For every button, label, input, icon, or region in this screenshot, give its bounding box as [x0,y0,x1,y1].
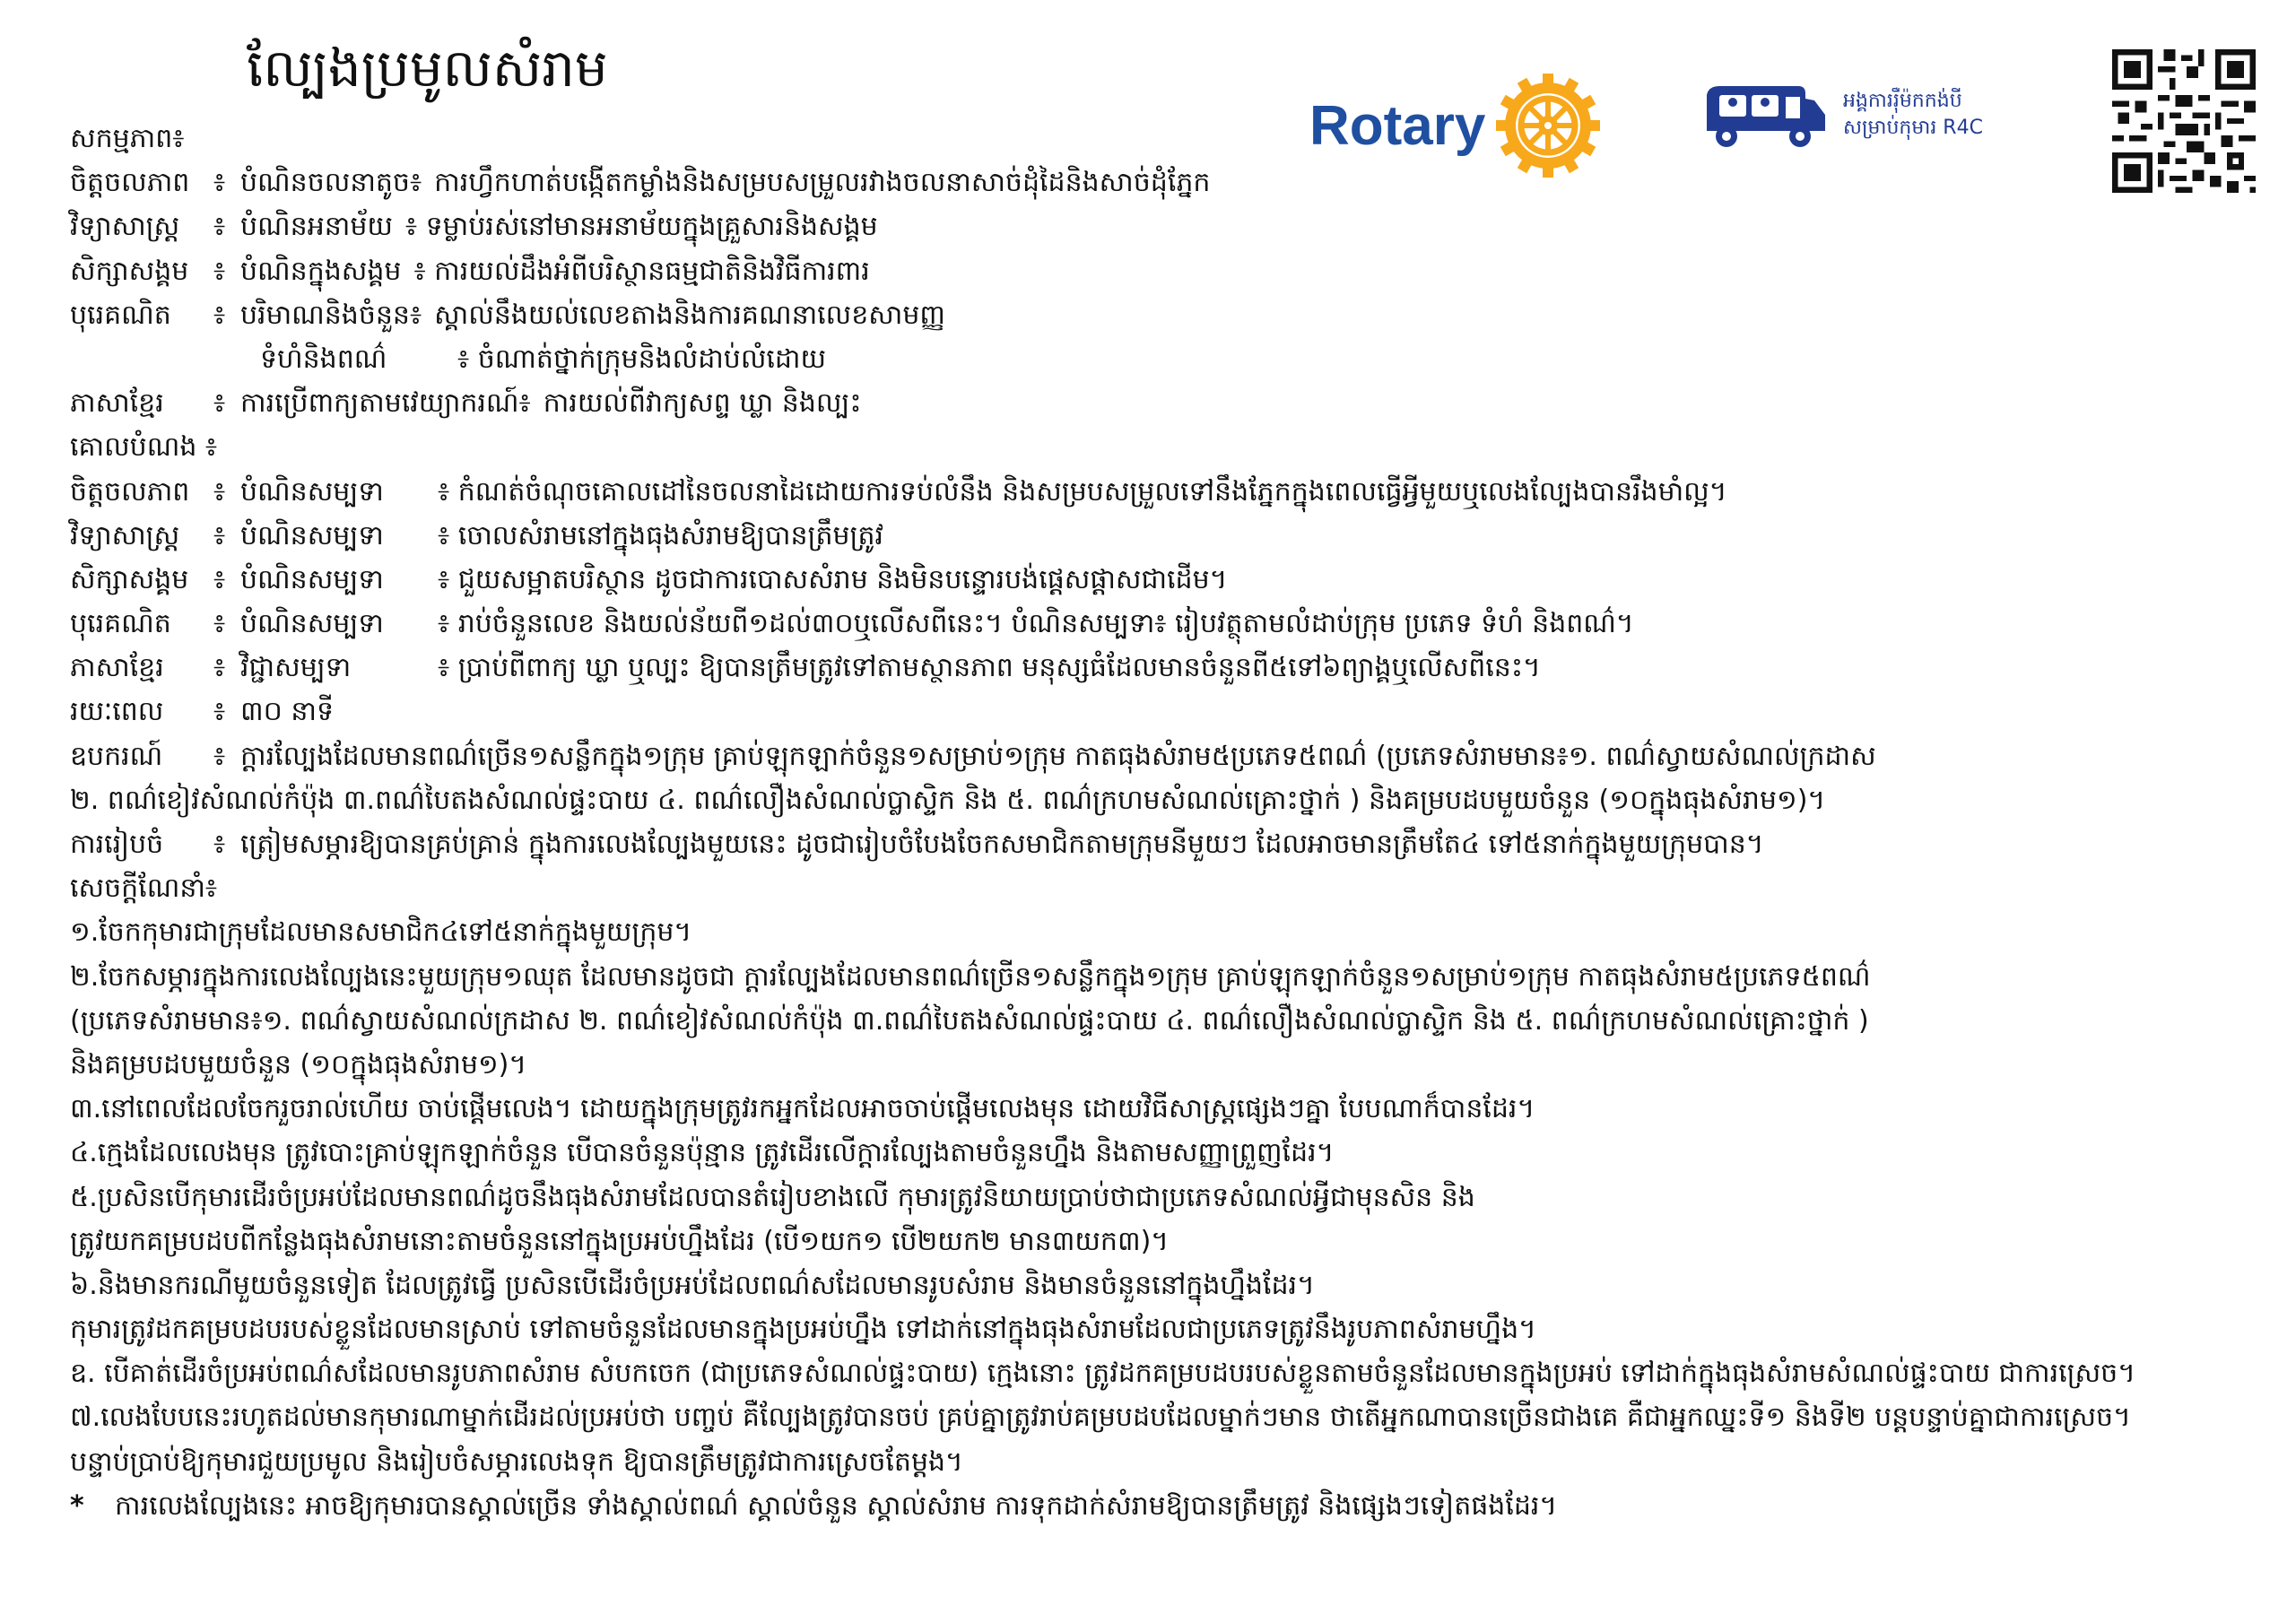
subject-label: បុរេគណិត [70,608,171,640]
instruction-line: ៥.ប្រសិនបើកុមារដើរចំប្រអប់ដែលមានពណ៌ដូចនឹងធុងសំរាមដែលបានតំរៀបខាងលើ កុមារត្រូវនិយាយប្រាប់ថាជាប្រភេទសំណល់អ្វីជាមុនសិន និង [70,1181,1475,1213]
instructions-heading: សេចក្ដីណែនាំ៖ [70,872,218,905]
page-title: ល្បែងប្រមូលសំរាម [247,38,608,99]
separator: ៖ [213,211,226,243]
separator: ៖ [213,608,226,640]
objective-row [70,646,2249,690]
skill-level: បំណិនអនាម័យ [240,211,393,243]
r4c-name-line1: អង្គការរ៉ឺម៉កកង់បី [1843,90,1962,113]
subject-label: ភាសាខ្មែរ [70,652,164,684]
subject-label: សិក្សាសង្គម [70,255,189,287]
separator: ៖ [213,519,226,551]
instruction-line: ២.ចែកសម្ភារក្នុងការលេងល្បែងនេះមួយក្រុម១ឈុត ដែលមានដូចជា ក្ដារល្បែងដែលមានពណ៌ច្រើន១សន្លឹកក្នុង១ក្រុម គ្រាប់ឡុកឡាក់ចំនួន១សម្រាប់១ក្រុម កាតធុងសំរាម៥ប្រភេទ៥ពណ៌ [70,960,1871,993]
duration-row [70,690,2249,733]
preparation-text: ត្រៀមសម្ភារឱ្យបានគ្រប់គ្រាន់ ក្នុងការលេងល្បែងមួយនេះ ដូចជារៀបចំបែងចែកសមាជិកតាមក្រុមនីមួយៗ ដែលអាចមានត្រឹមតែ៤ ទៅ៥នាក់ក្នុងមួយក្រុមបាន។ [240,829,1764,860]
skill-level: បំណិនសម្បទា [240,563,384,595]
skill-detail: ការហ្វឹកហាត់បង្កើតកម្លាំងនិងសម្របសម្រួលរវាងចលនាសាច់ដុំដៃនិងសាច់ដុំភ្នែក [434,167,1211,199]
subject-label: សិក្សាសង្គម [70,563,189,595]
competency-row [70,381,2249,425]
materials-label: ឧបករណ៍ [70,740,163,772]
skill-detail: ៖ ការយល់ដឹងអំពីបរិស្ថានធម្មជាតិនិងវិធីការពារ [413,255,870,287]
separator: ៖ [213,167,226,199]
skill-level: ទំហំនិងពណ៌ [260,343,387,375]
activity-heading: សកម្មភាព៖ [70,123,185,154]
instruction-line: ៦.និងមានករណីមួយចំនួនទៀត ដែលត្រូវធ្វើ ប្រសិនបើដើរចំប្រអប់ដែលពណ៌សដែលមានរូបសំរាម និងមានចំនួននៅក្នុងហ្នឹងដែរ។ [70,1269,1315,1301]
objective-detail: ៖ ជួយសម្អាតបរិស្ថាន ដូចជាការបោសសំរាម និងមិនបន្ទោរបង់ផ្ដេសផ្ដាសជាដើម។ [438,563,1228,595]
skill-detail: ការយល់ពីវាក្យសព្ទ ឃ្លា និងល្បះ [543,387,862,420]
r4c-name-line2: សម្រាប់កុមារ R4C [1843,117,1983,139]
document-body [70,117,2249,1528]
skill-level: បំណិនចលនាតូច៖ [240,167,422,199]
competency-row [70,204,2249,248]
competency-row [70,249,2249,293]
instruction-line: កុមារត្រូវដកគម្របដបរបស់ខ្លួនដែលមានស្រាប់ ទៅតាមចំនួនដែលមានក្នុងប្រអប់ហ្នឹង ទៅដាក់នៅក្នុងធុងសំរាមដែលជាប្រភេទត្រូវនឹងរូបភាពសំរាមហ្នឹង។ [70,1314,1536,1346]
skill-level: វិជ្ជាសម្បទា [240,652,352,684]
separator: ៖ [213,563,226,595]
materials-text-continued: ២. ពណ៌ខៀវសំណល់កំប៉ុង ៣.ពណ៌បៃតងសំណល់ផ្ទះបាយ ៤. ពណ៌លឿងសំណល់ប្លាស្ទិក និង ៥. ពណ៌ក្រហមសំណល់គ្រោះថ្នាក់ ) និងគម្របដបមួយចំនួន (១០ក្នុងធុងសំរាម១)។ [70,784,1826,816]
skill-level: បរិមាណនិងចំនួន៖ [240,299,422,331]
skill-level: បំណិនក្នុងសង្គម [240,255,402,287]
objective-row [70,470,2249,514]
objective-row [70,602,2249,646]
instruction-line: បន្ទាប់ប្រាប់ឱ្យកុមារជួយប្រមូល និងរៀបចំសម្ភារលេងទុក ឱ្យបានត្រឹមត្រូវជាការស្រេចតែម្ដង។ [70,1445,963,1478]
instruction-line: ៤.ក្មេងដែលលេងមុន ត្រូវបោះគ្រាប់ឡុកឡាក់ចំនួន បើបានចំនួនប៉ុន្មាន ត្រូវដើរលើក្ដារល្បែងតាមចំនួនហ្នឹង និងតាមសញ្ញាព្រួញដែរ។ [70,1137,1335,1169]
subject-label: វិទ្យាសាស្ត្រ [70,519,180,551]
note-marker: * [70,1489,84,1522]
skill-detail: ៖ ចំណាត់ថ្នាក់ក្រុមនិងលំដាប់លំដោយ [457,343,827,375]
separator: ៖ [213,387,226,420]
separator: ៖ [213,740,226,772]
note-text: ការលេងល្បែងនេះ អាចឱ្យកុមារបានស្គាល់ច្រើន ទាំងស្គាល់ពណ៌ ស្គាល់ចំនួន ស្គាល់សំរាម ការទុកដាក់សំរាមឱ្យបានត្រឹមត្រូវ និងផ្សេងៗទៀតផងដែរ។ [115,1489,1558,1522]
materials-text: ក្ដារល្បែងដែលមានពណ៌ច្រើន១សន្លឹកក្នុង១ក្រុម គ្រាប់ឡុកឡាក់ចំនួន១សម្រាប់១ក្រុម កាតធុងសំរាម៥ប្រភេទ៥ពណ៌ (ប្រភេទសំរាមមាន៖១. ពណ៌ស្វាយសំណល់ក្រដាស [240,740,1876,772]
competency-row [70,293,2249,337]
subject-label: វិទ្យាសាស្ត្រ [70,211,180,243]
competency-row [240,337,2249,381]
preparation-label: ការរៀបចំ [70,829,164,860]
skill-detail: ស្គាល់នឹងយល់លេខតាងនិងការគណនាលេខសាមញ្ញ [434,299,945,331]
skill-detail: ៖ ទម្លាប់រស់នៅមានអនាម័យក្នុងគ្រួសារនិងសង្គម [404,211,878,243]
instruction-line: និងគម្របដបមួយចំនួន (១០ក្នុងធុងសំរាម១)។ [70,1048,527,1081]
objective-detail: ៖ កំណត់ចំណុចគោលដៅនៃចលនាដៃដោយការទប់លំនឹង និងសម្របសម្រួលទៅនឹងភ្នែកក្នុងពេលធ្វើអ្វីមួយឬលេងល្បែងបានរឹងមាំល្អ។ [438,475,1727,508]
objective-row [70,514,2249,558]
separator: ៖ [213,475,226,508]
separator: ៖ [213,255,226,287]
instruction-line: ត្រូវយកគម្របដបពីកន្លែងធុងសំរាមនោះតាមចំនួននៅក្នុងប្រអប់ហ្នឹងដែរ (បើ១យក១ បើ២យក២ មាន៣យក៣)។ [70,1225,1170,1257]
objectives-heading: គោលបំណង ៖ [70,431,218,464]
rotary-wordmark: Rotary [1309,94,1486,157]
separator: ៖ [213,696,226,728]
separator: ៖ [213,652,226,684]
subject-label: ភាសាខ្មែរ [70,387,164,420]
separator: ៖ [213,299,226,331]
subject-label: ចិត្តចលភាព [70,167,190,199]
objective-detail: ៖ ចោលសំរាមនៅក្នុងធុងសំរាមឱ្យបានត្រឹមត្រូវ [438,519,884,551]
instruction-line: (ប្រភេទសំរាមមាន៖១. ពណ៌ស្វាយសំណល់ក្រដាស ២. ពណ៌ខៀវសំណល់កំប៉ុង ៣.ពណ៌បៃតងសំណល់ផ្ទះបាយ ៤. ពណ៌លឿងសំណល់ប្លាស្ទិក និង ៥. ពណ៌ក្រហមសំណល់គ្រោះថ្នាក់ ) [70,1004,1869,1037]
instruction-line: ១.ចែកកុមារជាក្រុមដែលមានសមាជិក៤ទៅ៥នាក់ក្នុងមួយក្រុម។ [70,916,692,949]
duration-label: រយៈពេល [70,696,164,728]
duration-value: ៣០ នាទី [240,696,335,728]
competency-row [70,161,2249,204]
skill-level: បំណិនសម្បទា [240,608,384,640]
objective-detail: ៖ រាប់ចំនួនលេខ និងយល់ន័យពី១ដល់៣០ឬលើសពីនេះ។ បំណិនសម្បទា៖ រៀបវត្ថុតាមលំដាប់ក្រុម ប្រភេទ ទំហំ និងពណ៌។ [438,608,1634,640]
instruction-line: ៧.លេងបែបនេះរហូតដល់មានកុមារណាម្នាក់ដើរដល់ប្រអប់ថា បញ្ចប់ គឺល្បែងត្រូវបានចប់ គ្រប់គ្នាត្រូវរាប់គម្របដបដែលម្នាក់ៗមាន ថាតើអ្នកណាបានច្រើនជាងគេ គឺជាអ្នកឈ្នះទី១ និងទី២ បន្តបន្ទាប់គ្នាជាការស្រេច។ [70,1402,2131,1434]
objective-row [70,558,2249,602]
instruction-line: ៣.នៅពេលដែលចែករួចរាល់ហើយ ចាប់ផ្ដើមលេង។ ដោយក្នុងក្រុមត្រូវរកអ្នកដែលអាចចាប់ផ្ដើមលេងមុន ដោយវិធីសាស្ត្រផ្សេងៗគ្នា បែបណាក៏បានដែរ។ [70,1093,1535,1125]
preparation-row [70,822,2249,866]
skill-level: បំណិនសម្បទា [240,475,384,508]
instruction-line: ឧ. បើគាត់ដើរចំប្រអប់ពណ៌សដែលមានរូបភាពសំរាម សំបកចេក (ជាប្រភេទសំណល់ផ្ទះបាយ) ក្មេងនោះ ត្រូវដកគម្របដបរបស់ខ្លួនតាមចំនួនដែលមានក្នុងប្រអប់ ទៅដាក់ក្នុងធុងសំរាមសំណល់ផ្ទះបាយ ជាការស្រេច។ [70,1358,2135,1390]
skill-level: បំណិនសម្បទា [240,519,384,551]
materials-row [70,734,2249,778]
subject-label: បុរេគណិត [70,299,171,331]
skill-level: ការប្រើពាក្យតាមវេយ្យាករណ៍៖ [240,387,531,420]
objective-detail: ៖ ប្រាប់ពីពាក្យ ឃ្លា ឬល្បះ ឱ្យបានត្រឹមត្រូវទៅតាមស្ថានភាព មនុស្សធំដែលមានចំនួនពី៥ទៅ៦ព្យាង្គឬលើសពីនេះ។ [438,652,1541,684]
note-line [70,1484,2249,1528]
subject-label: ចិត្តចលភាព [70,475,190,508]
separator: ៖ [213,829,226,860]
